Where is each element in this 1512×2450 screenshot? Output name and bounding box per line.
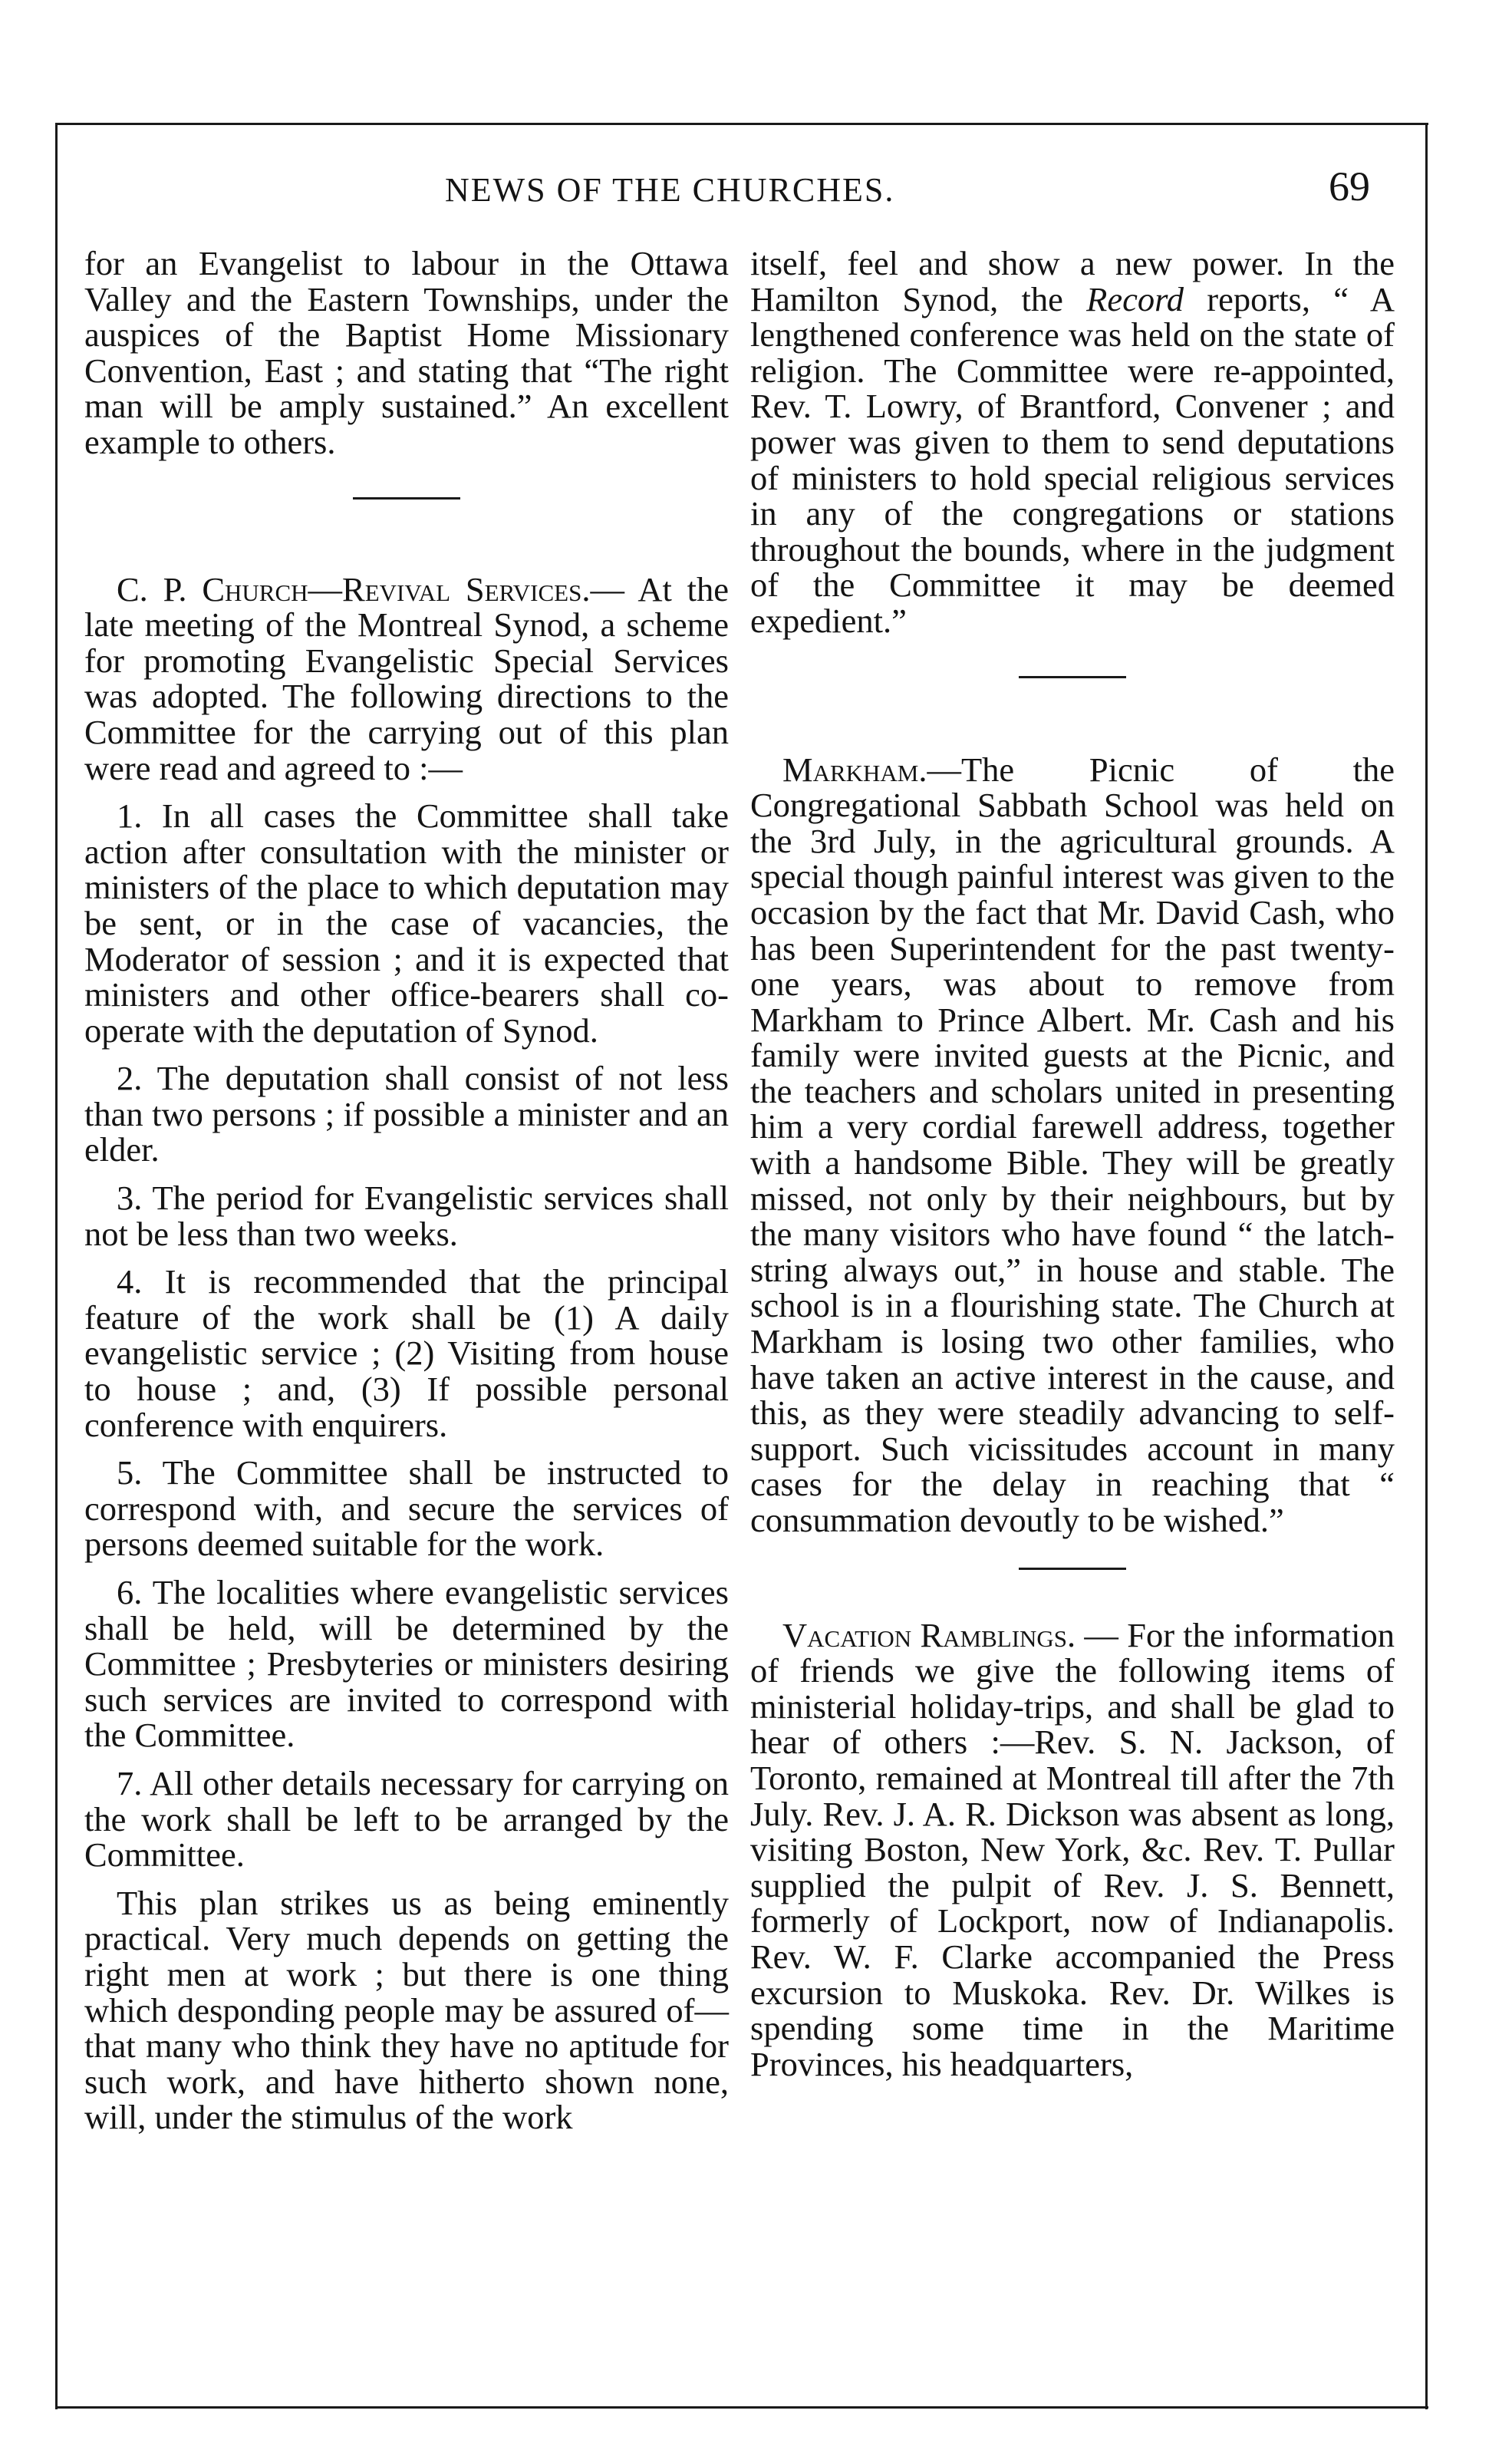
directive-item-4: 4. It is recommended that the principal feature of the work shall be (1) A daily evangelistic service ; (2) Visiting from house to house ; and, (3) If possible personal conference with enquirers. xyxy=(84,1262,729,1444)
page-number: 69 xyxy=(1329,163,1370,209)
left-border-rule xyxy=(55,123,58,2409)
running-title: NEWS OF THE CHURCHES. xyxy=(445,171,895,209)
continuation-text-b: reports, “ A lengthened conference was held on the state of religion. The Committee were re-appointed, Rev. T. Lowry, of Brantford, Convener ; and power was given to them to send deputations of ministers to hold special religious services in any of the congregations or stations throughout the bounds, where in the judgment of the Committee it may be deemed expedient.” xyxy=(750,279,1395,640)
right-border-rule xyxy=(1425,123,1428,2409)
section-divider xyxy=(1019,1568,1126,1570)
cp-church-closing-paragraph: This plan strikes us as being eminently practical. Very much depends on getting the right men at work ; but there is one thing which desponding people may be assured of—that many who think they have no aptitude for such work, and have hitherto shown none, will, under the stimulus of the work xyxy=(84,1883,729,2137)
directive-item-7: 7. All other details necessary for carrying on the work shall be left to be arranged by the Committee. xyxy=(84,1763,729,1875)
directive-item-3: 3. The period for Evangelistic services shall not be less than two weeks. xyxy=(84,1179,729,1253)
vacation-body: — For the information of friends we give the following items of ministerial holiday-trips, and shall be glad to hear of others :—Rev. S. N. Jackson, of Toronto, remained at Montreal till after the 7th July. Rev. J. A. R. Dickson was absent as long, visiting Boston, New York, &c. Rev. T. Pullar supplied the pulpit of Rev. J. S. Bennett, formerly of Lockport, now of Indianapolis. Rev. W. F. Clarke accompanied the Press excursion to Muskoka. Rev. Dr. Wilkes is spending some time in the Maritime Provinces, his headquarters, xyxy=(750,1615,1395,2083)
cp-church-intro: At the late meeting of the Montreal Synod, a scheme for promoting Evangelistic Special Services was adopted. The following directions to the Committee for the carrying out of this plan were read and agreed to :— xyxy=(84,569,729,787)
section-divider xyxy=(353,497,460,500)
continuation-paragraph: for an Evangelist to labour in the Ottawa Valley and the Eastern Townships, under the auspices of the Baptist Home Missionary Convention, East ; and stating that “The right man will be amply sustained.” An excellent example to others. xyxy=(84,244,729,461)
vacation-heading: Vacation Ramblings. xyxy=(782,1615,1076,1654)
bottom-border-rule xyxy=(55,2406,1428,2409)
markham-body: —The Picnic of the Congregational Sabbath School was held on the 3rd July, in the agricultural grounds. A special though painful interest was given to the occasion by the fact that Mr. David Cash, who has been Superintendent for the past twenty-one years, was about to remove from Markham to Prince Albert. Mr. Cash and his family were invited guests at the Picnic, and the teachers and scholars united in presenting him a very cordial farewell address, together with a handsome Bible. They will be greatly missed, not only by their neighbours, but by the many visitors who have found “ the latch-string always out,” in house and stable. The school is in a flourishing state. The Church at Markham is losing two other families, who have taken an active interest in the cause, and this, as they were steadily advancing to self-support. Such vicissitudes account in many cases for the delay in reaching that “ consummation devoutly to be wished.” xyxy=(750,750,1395,1539)
right-column xyxy=(750,246,1395,2082)
directive-item-5: 5. The Committee shall be instructed to correspond with, and secure the services of persons deemed suitable for the work. xyxy=(84,1453,729,1564)
section-divider xyxy=(1019,676,1126,678)
markham-paragraph xyxy=(750,752,1395,1538)
directive-item-1: 1. In all cases the Committee shall take action after consultation with the minister or ministers of the place to which deputation may be sent, or in the case of vacancies, the Moderator of session ; and it is expected that ministers and other office-bearers shall co-operate with the deputation of Synod. xyxy=(84,796,729,1050)
markham-heading: Markham. xyxy=(782,750,927,789)
continuation-text-a: itself, feel and show a new power. In the Hamilton Synod, the xyxy=(750,244,1395,318)
vacation-paragraph xyxy=(750,1617,1395,2082)
left-column xyxy=(84,246,729,2135)
continuation-paragraph-right xyxy=(750,246,1395,639)
cp-church-intro-paragraph xyxy=(84,569,729,787)
directive-item-6: 6. The localities where evangelistic services shall be held, will be determined by the Committee ; Presbyteries or ministers desiring such services are invited to correspond with the Committee. xyxy=(84,1573,729,1755)
record-italic: Record xyxy=(1086,279,1184,318)
cp-church-heading: C. P. Church—Revival Services.— xyxy=(117,569,624,608)
directive-item-2: 2. The deputation shall consist of not less than two persons ; if possible a minister and an elder. xyxy=(84,1059,729,1169)
top-border-rule xyxy=(55,123,1428,125)
